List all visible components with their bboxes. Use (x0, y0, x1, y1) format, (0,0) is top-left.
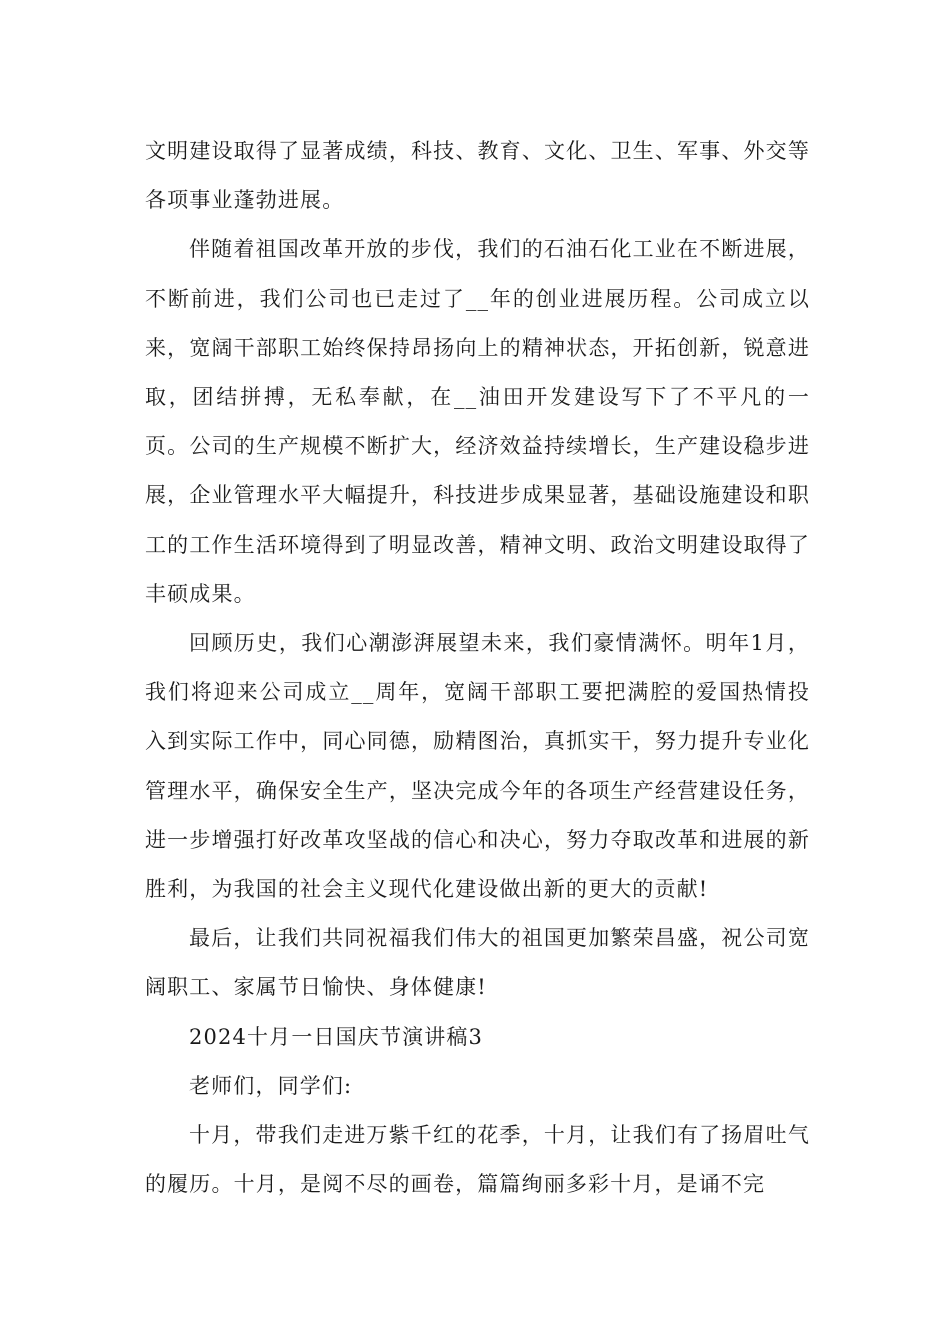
salutation: 老师们，同学们: (189, 1073, 353, 1098)
paragraph-continuation: 文明建设取得了显著成绩，科技、教育、文化、卫生、军事、外交等各项事业蓬勃进展。 (145, 139, 810, 213)
document-body (145, 127, 810, 1209)
paragraph-closing-wishes: 最后，让我们共同祝福我们伟大的祖国更加繁荣昌盛，祝公司宽阔职工、家属节日愉快、身体健康! (145, 926, 810, 1000)
section-heading: 2024十月一日国庆节演讲稿3 (189, 1024, 484, 1049)
paragraph-october-intro: 十月，带我们走进万紫千红的花季，十月，让我们有了扬眉吐气的履历。十月，是阅不尽的画卷，篇篇绚丽多彩十月，是诵不完 (145, 1123, 810, 1197)
paragraph-looking-forward: 回顾历史，我们心潮澎湃展望未来，我们豪情满怀。明年1月，我们将迎来公司成立__周年，宽阔干部职工要把满腔的爱国热情投入到实际工作中，同心同德，励精图治，真抓实干，努力提升专业化管理水平，确保安全生产，坚决完成今年的各项生产经营建设任务，进一步增强打好改革攻坚战的信心和决心，努力夺取改革和进展的新胜利，为我国的社会主义现代化建设做出新的更大的贡献! (145, 631, 810, 902)
paragraph-company-development: 伴随着祖国改革开放的步伐，我们的石油石化工业在不断进展，不断前进，我们公司也已走过了__年的创业进展历程。公司成立以来，宽阔干部职工始终保持昂扬向上的精神状态，开拓创新，锐意进取，团结拼搏，无私奉献，在__油田开发建设写下了不平凡的一页。公司的生产规模不断扩大，经济效益持续增长，生产建设稳步进展，企业管理水平大幅提升，科技进步成果显著，基础设施建设和职工的工作生活环境得到了明显改善，精神文明、政治文明建设取得了丰硕成果。 (145, 237, 810, 606)
